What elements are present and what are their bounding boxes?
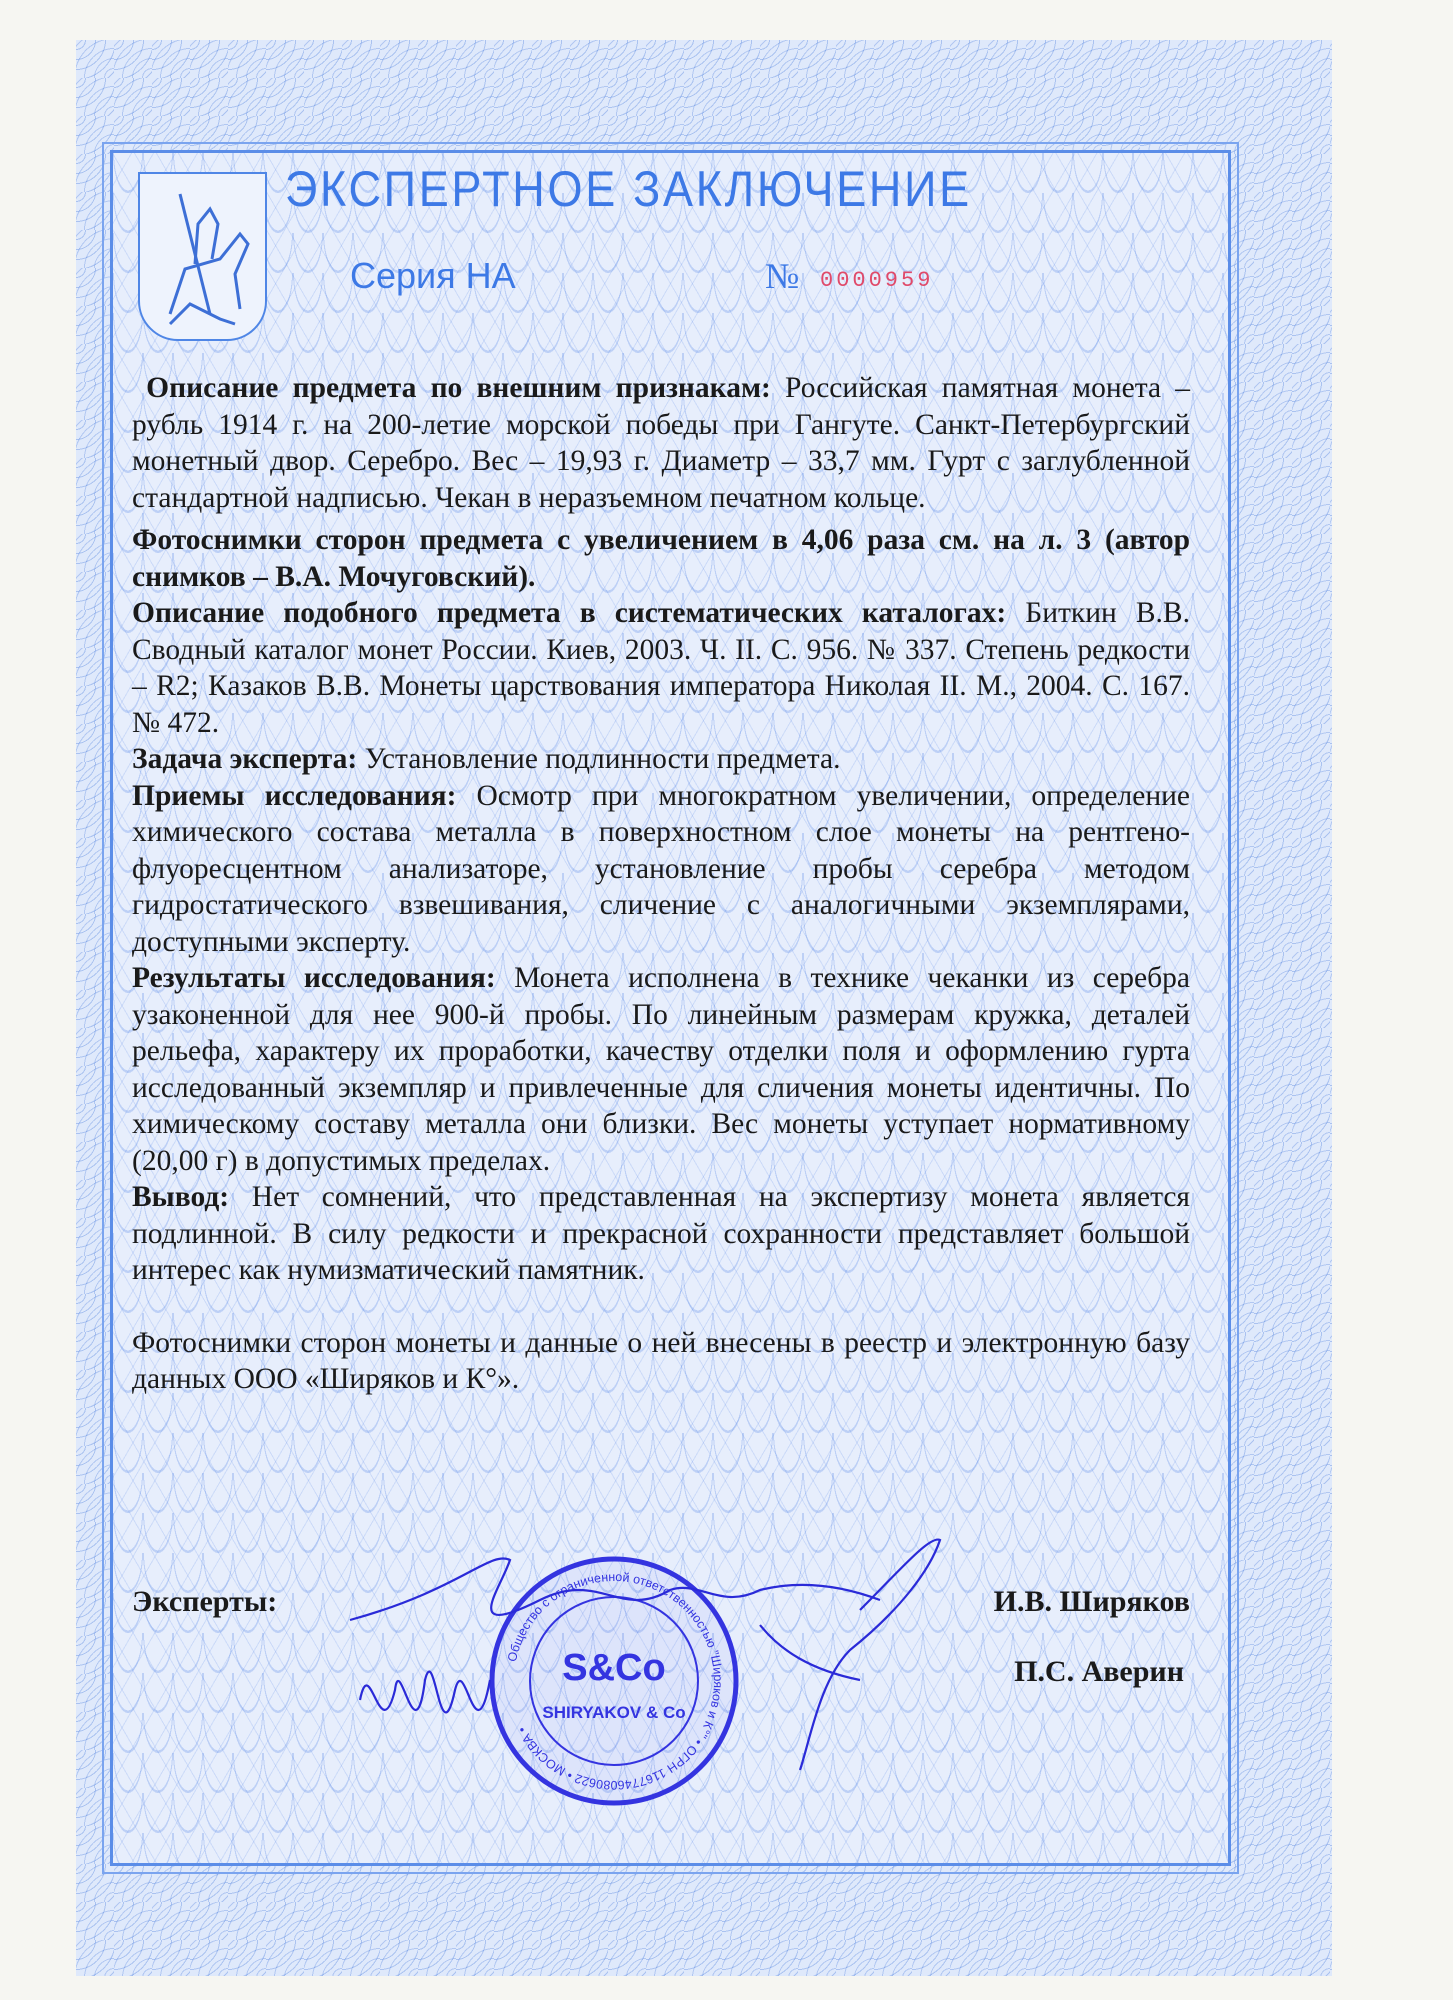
serial-number: 0000959 (820, 268, 934, 293)
section-description: Описание предмета по внешним признакам: Российская памятная монета – рубль 1914 г. на 200-летие морской победы при Гангуте. Санкт-Петербургский монетный двор. Серебро. Вес – 19,93 г. Диаметр – 33,7 мм. Гурт с заглубленной стандартной надписью. Чекан в неразъемном печатном кольце. (132, 372, 1190, 514)
section-photos: Фотоснимки сторон предмета с увеличением в 4,06 раза см. на л. 3 (автор снимков – В.А. Мочуговский). (132, 524, 1190, 593)
document-title: ЭКСПЕРТНОЕ ЗАКЛЮЧЕНИЕ (285, 161, 972, 217)
st-george-icon (140, 174, 265, 339)
series-label: Серия НА (350, 255, 516, 296)
section-results: Результаты исследования: Монета исполнена в технике чеканки из серебра узаконенной для нее 900-й пробы. По линейным размерам кружка, деталей рельефа, характеру их проработки, качеству отделки поля и оформлению гурта исследованный экземпляр и привлеченные для сличения монеты идентичны. По химическому составу металла они близки. Вес монеты уступает нормативному (20,00 г) в допустимых пределах. (132, 962, 1190, 1177)
stamp-center-text: SHIRYAKOV & Co (542, 1703, 686, 1722)
section-conclusion: Вывод: Нет сомнений, что представленная на экспертизу монета является подлинной. В силу редкости и прекрасной сохранности представляет большой интерес как нумизматический памятник. (132, 1181, 1190, 1286)
experts-label: Эксперты: (132, 1585, 278, 1618)
expert-1-name: И.В. Ширяков (993, 1585, 1190, 1618)
number-label: № (765, 256, 800, 296)
section-task: Задача эксперта: Установление подлинности предмета. (132, 743, 841, 775)
registry-note: Фотоснимки сторон монеты и данные о ней внесены в реестр и электронную базу данных ООО «Ширяков и К°». (132, 1326, 1190, 1395)
moscow-coat-of-arms (138, 172, 267, 341)
section-catalogs: Описание подобного предмета в систематических каталогах: Биткин В.В. Сводный каталог монет России. Киев, 2003. Ч. II. С. 956. № 337. Степень редкости – R2; Казаков В.В. Монеты царствования императора Николая II. М., 2004. С. 167. № 472. (132, 597, 1190, 739)
section-methods: Приемы исследования: Осмотр при многократном увеличении, определение химического состава металла в поверхностном слое монеты на рентгено-флуоресцентном анализаторе, установление пробы серебра методом гидростатического взвешивания, сличение с аналогичными экземплярами, доступными эксперту. (132, 779, 1191, 958)
stamp-ring-text: Общество с ограниченной ответственностью "Ширяков и К°" • ОГРН 1167746080622 • МОСКВА • (504, 1569, 726, 1793)
stamp-logo: S&Co (562, 1647, 666, 1689)
expert-2-name: П.С. Аверин (1014, 1655, 1184, 1688)
company-stamp (488, 1555, 740, 1807)
certificate-body (132, 370, 1190, 1398)
